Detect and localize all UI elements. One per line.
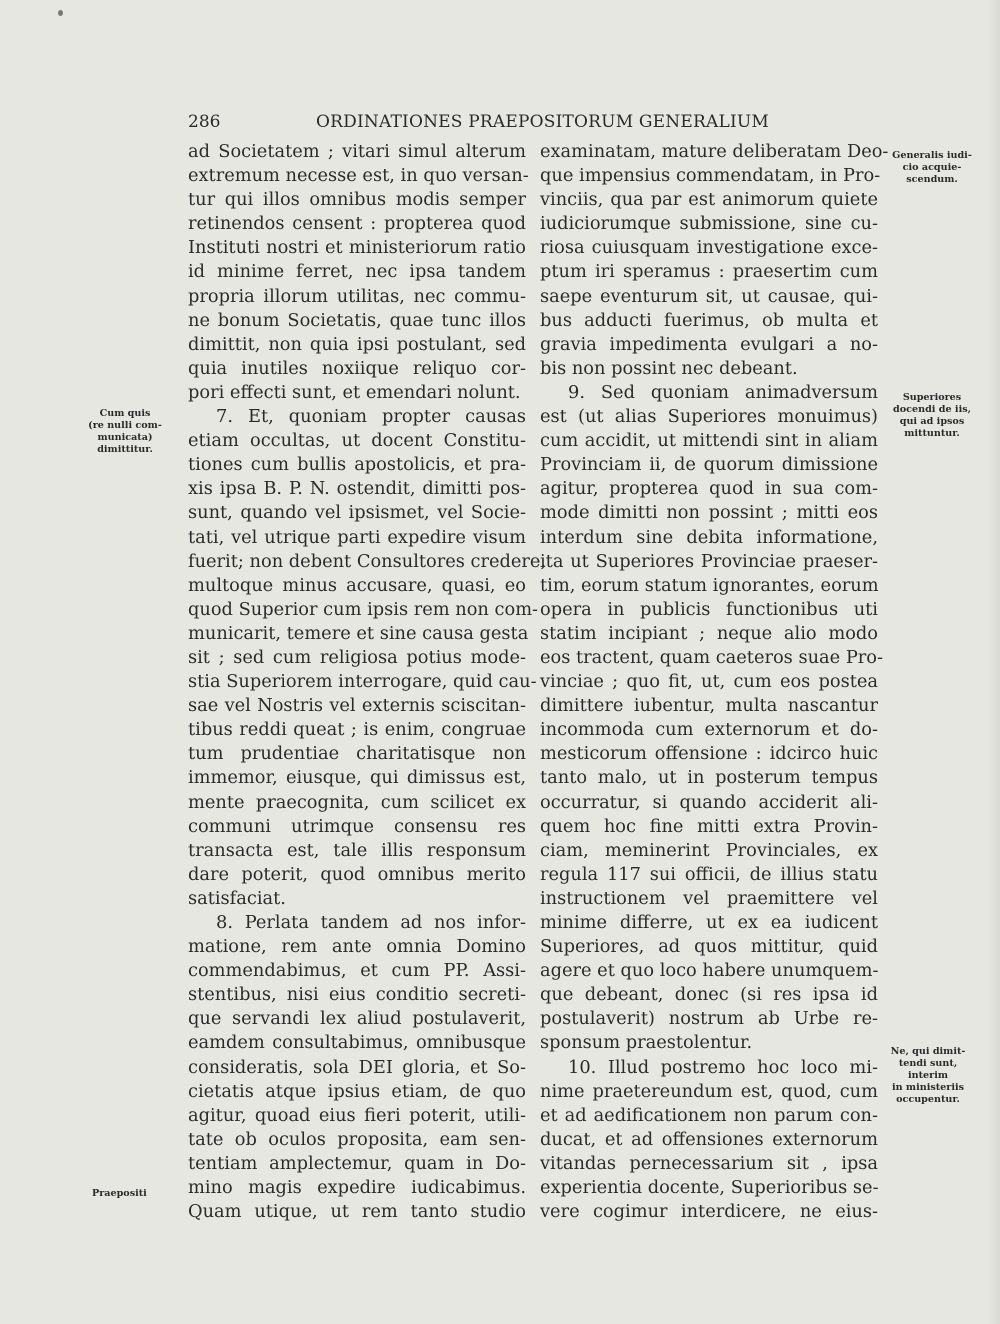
text-line: cietatis atque ipsius etiam, de quo bbox=[188, 1080, 526, 1102]
text-line: occurratur, si quando acciderit ali- bbox=[540, 791, 878, 813]
text-line: iudiciorumque submissione, sine cu- bbox=[540, 213, 878, 235]
text-line: consideratis, sola DEI gloria, et So- bbox=[188, 1056, 526, 1078]
text-line: riosa cuiusquam investigatione exce- bbox=[540, 237, 878, 259]
text-line: extremum necesse est, in quo versan- bbox=[188, 165, 529, 187]
text-line: quem hoc fine mitti extra Provin- bbox=[540, 815, 878, 837]
text-line: tentiam amplectemur, quam in Do- bbox=[188, 1152, 526, 1174]
text-line: id minime ferret, nec ipsa tandem bbox=[188, 261, 526, 283]
text-line: agere et quo loco habere unumquem- bbox=[540, 960, 879, 982]
text-line: dimittere iubentur, multa nascantur bbox=[540, 695, 878, 717]
text-line: stia Superiorem interrogare, quid cau- bbox=[188, 671, 537, 693]
text-line: mesticorum offensione : idcirco huic bbox=[540, 743, 878, 765]
text-line: saepe eventurum sit, ut causae, qui- bbox=[540, 285, 878, 307]
text-line: Quam utique, ut rem tanto studio bbox=[188, 1201, 526, 1223]
text-line: matione, rem ante omnia Domino bbox=[188, 936, 526, 958]
text-line: vinciae ; quo fit, ut, cum eos postea bbox=[540, 671, 878, 693]
text-line: ptum iri speramus : praesertim cum bbox=[540, 261, 878, 283]
text-line: tum prudentiae charitatisque non bbox=[188, 743, 526, 765]
margin-note-line: cio acquie- bbox=[902, 162, 962, 173]
text-line: ciam, meminerint Provinciales, ex bbox=[540, 839, 878, 861]
text-line: 9. Sed quoniam animadversum bbox=[568, 381, 878, 403]
text-line: eos tractent, quam caeteros suae Pro- bbox=[540, 646, 883, 668]
text-line: dare poterit, quod omnibus merito bbox=[188, 863, 526, 885]
text-line: commendabimus, et cum PP. Assi- bbox=[188, 960, 526, 982]
text-line: ita ut Superiores Provinciae praeser- bbox=[540, 550, 878, 572]
text-line: 8. Perlata tandem ad nos infor- bbox=[216, 912, 526, 933]
text-line: nime praetereundum est, quod, cum bbox=[540, 1080, 878, 1102]
text-line: gravia impedimenta evulgari a no- bbox=[540, 333, 878, 355]
text-line: tiones cum bullis apostolicis, et pra- bbox=[188, 454, 526, 476]
text-line: quod Superior cum ipsis rem non com- bbox=[188, 598, 539, 620]
text-line: minime differre, ut ex ea iudicent bbox=[540, 912, 878, 933]
text-line: satisfaciat. bbox=[188, 887, 286, 909]
text-line: multoque minus accusare, quasi, eo bbox=[188, 574, 526, 596]
text-line: regula 117 sui officii, de illius statu bbox=[540, 863, 878, 885]
text-line: et ad aedificationem non parum con- bbox=[540, 1104, 878, 1126]
text-line: sunt, quando vel ipsismet, vel Socie- bbox=[188, 502, 526, 524]
text-line: postulaverit) nostrum ab Urbe re- bbox=[540, 1008, 878, 1030]
text-line: que impensius commendatam, in Pro- bbox=[540, 165, 881, 187]
margin-note-line: Generalis iudi- bbox=[892, 150, 972, 161]
text-line: tur qui illos omnibus modis semper bbox=[188, 189, 526, 211]
text-line: ad Societatem ; vitari simul alterum bbox=[188, 141, 526, 162]
margin-note-line: municata) bbox=[97, 432, 153, 443]
margin-note-line: occupentur. bbox=[896, 1094, 960, 1105]
text-line: incommoda cum externorum et do- bbox=[540, 719, 878, 741]
margin-note-line: qui ad ipsos bbox=[899, 416, 965, 427]
text-line: mode dimitti non possint ; mitti eos bbox=[540, 502, 878, 524]
text-line: opera in publicis functionibus uti bbox=[540, 598, 878, 620]
text-line: vitandas pernecessarium sit , ipsa bbox=[540, 1152, 878, 1174]
text-line: bus adducti fuerimus, ob multa et bbox=[540, 309, 878, 331]
text-line: tibus reddi queat ; is enim, congruae bbox=[188, 719, 526, 741]
text-line: quia inutiles noxiique reliquo cor- bbox=[188, 357, 526, 379]
text-line: fuerit; non debent Consultores credere, bbox=[188, 550, 547, 572]
text-line: sit ; sed cum religiosa potius mode- bbox=[188, 646, 526, 668]
margin-note-line: docendi de iis, bbox=[893, 404, 971, 415]
margin-note-ne-qui bbox=[880, 1046, 976, 1106]
text-line: sae vel Nostris vel externis sciscitan- bbox=[188, 695, 526, 717]
text-line: tati, vel utrique parti expedire visum bbox=[188, 526, 526, 548]
margin-note-line: dimittitur. bbox=[97, 444, 153, 455]
text-line: dimittit, non quia ipsi postulant, sed bbox=[188, 333, 526, 355]
margin-note-line: Ne, qui dimit- bbox=[890, 1046, 966, 1057]
text-line: Provinciam ii, de quorum dimissione bbox=[540, 454, 878, 476]
text-line: retinendos censent : propterea quod bbox=[188, 213, 526, 235]
margin-note-line: in ministeriis bbox=[891, 1082, 965, 1093]
text-line: examinatam, mature deliberatam Deo- bbox=[540, 141, 889, 162]
margin-note-superiores bbox=[884, 392, 980, 440]
text-line: vinciis, qua par est animorum quiete bbox=[540, 189, 878, 211]
text-line: 7. Et, quoniam propter causas bbox=[216, 406, 526, 428]
margin-note-cum-quis bbox=[80, 408, 170, 456]
margin-note-line: interim bbox=[907, 1070, 948, 1081]
margin-note-line: mittuntur. bbox=[904, 428, 960, 439]
text-line: stentibus, nisi eius conditio secreti- bbox=[188, 984, 526, 1006]
text-line: communi utrimque consensu res bbox=[188, 815, 526, 837]
text-line: mente praecognita, cum scilicet ex bbox=[188, 791, 526, 813]
text-line: propria illorum utilitas, nec commu- bbox=[188, 285, 526, 307]
page-edge-shadow bbox=[988, 0, 1000, 1324]
margin-note-line: (re nulli com- bbox=[88, 420, 162, 431]
margin-note-line: Superiores bbox=[902, 392, 962, 403]
text-line: statim incipiant ; neque alio modo bbox=[540, 622, 878, 644]
text-line: ducat, et ad offensiones externorum bbox=[540, 1128, 878, 1150]
margin-note-line: Praepositi bbox=[92, 1188, 147, 1199]
text-line: pori effecti sunt, et emendari nolunt. bbox=[188, 381, 521, 403]
text-line: agitur, quoad eius fieri poterit, utili- bbox=[188, 1104, 526, 1126]
text-line: xis ipsa B. P. N. ostendit, dimitti pos- bbox=[188, 478, 526, 500]
text-line: est (ut alias Superiores monuimus) bbox=[540, 406, 878, 428]
text-line: etiam occultas, ut docent Constitu- bbox=[188, 430, 526, 452]
text-line: que servandi lex aliud postulaverit, bbox=[188, 1008, 526, 1030]
margin-note-line: Cum quis bbox=[99, 408, 151, 419]
text-line: instructionem vel praemittere vel bbox=[540, 887, 878, 909]
text-line: municarit, temere et sine causa gesta bbox=[188, 622, 529, 644]
page-number: 286 bbox=[188, 112, 221, 132]
text-line: que debeant, donec (si res ipsa id bbox=[540, 984, 878, 1006]
text-line: tim, eorum statum ignorantes, eorum bbox=[540, 574, 879, 596]
text-line: agitur, propterea quod in sua com- bbox=[540, 478, 878, 500]
text-line: eamdem consultabimus, omnibusque bbox=[188, 1032, 526, 1054]
text-line: tate ob oculos proposita, eam sen- bbox=[188, 1128, 526, 1150]
running-head: ORDINATIONES PRAEPOSITORUM GENERALIUM bbox=[316, 112, 769, 132]
ink-speck bbox=[58, 10, 63, 16]
text-line: interdum sine debita informatione, bbox=[540, 526, 878, 548]
right-text-column bbox=[540, 140, 889, 1224]
text-line: Instituti nostri et ministeriorum ratio bbox=[188, 237, 526, 259]
text-line: sponsum praestolentur. bbox=[540, 1032, 753, 1054]
text-line: Superiores, ad quos mittitur, quid bbox=[540, 936, 878, 958]
margin-note-line: scendum. bbox=[906, 174, 958, 185]
text-line: immemor, eiusque, qui dimissus est, bbox=[188, 767, 526, 789]
text-line: bis non possint nec debeant. bbox=[540, 357, 798, 379]
text-line: cum accidit, ut mittendi sint in aliam bbox=[540, 430, 878, 452]
text-line: vere cogimur interdicere, ne eius- bbox=[540, 1201, 878, 1223]
text-line: tanto malo, ut in posterum tempus bbox=[540, 767, 878, 789]
margin-note-line: tendi sunt, bbox=[898, 1058, 958, 1069]
text-line: experientia docente, Superioribus se- bbox=[540, 1177, 879, 1199]
left-text-column bbox=[188, 140, 547, 1224]
text-line: mino magis expedire iudicabimus. bbox=[188, 1177, 526, 1199]
text-line: transacta est, tale illis responsum bbox=[188, 839, 526, 861]
text-line: ne bonum Societatis, quae tunc illos bbox=[188, 309, 526, 331]
margin-note-praepositi bbox=[92, 1188, 182, 1200]
text-line: 10. Illud postremo hoc loco mi- bbox=[568, 1056, 878, 1078]
margin-note-generalis bbox=[884, 150, 980, 186]
